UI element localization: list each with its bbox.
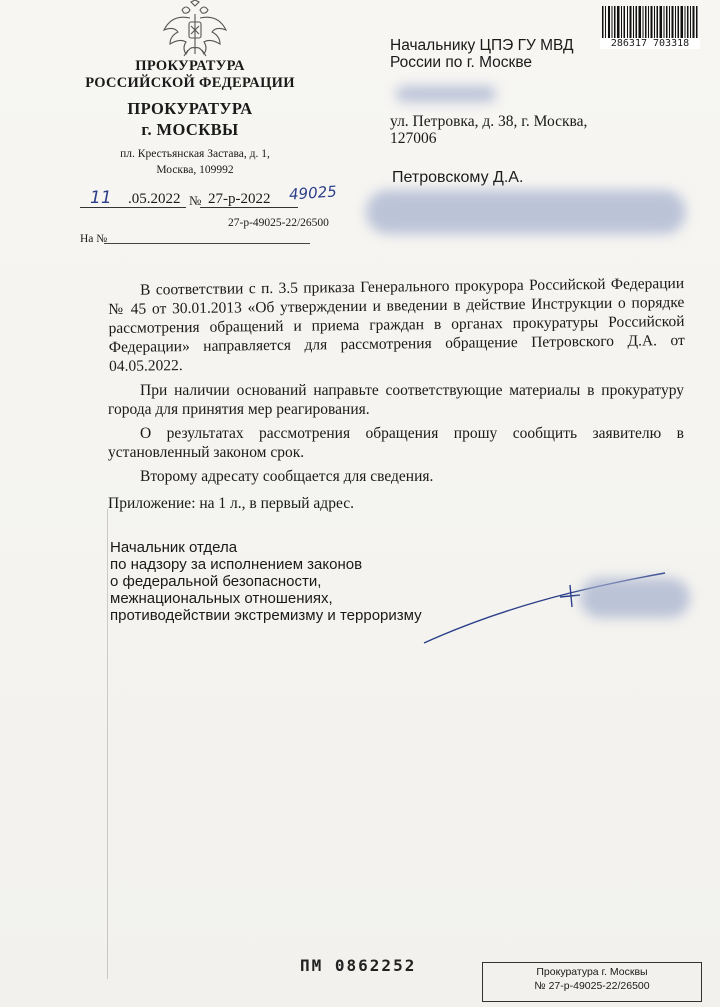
body-paragraph-3: О результатах рассмотрения обращения прошу сообщить заявителю в установленный законом срок.: [108, 425, 684, 461]
organization-subname: [70, 98, 310, 140]
body-paragraph-2: При наличии оснований направьте соответствующие материалы в прокуратуру города для принятия мер реагирования.: [108, 382, 684, 418]
address-line-1: пл. Крестьянская Застава, д. 1,: [120, 148, 270, 160]
street-line-2: 127006: [390, 130, 437, 147]
form-serial-number: ПМ 0862252: [300, 956, 417, 975]
recipient-address: [390, 113, 630, 147]
signer-line-5: противодействии экстремизму и терроризму: [110, 607, 422, 624]
reply-to-underline: [104, 243, 310, 244]
number-underline: [200, 207, 298, 208]
letter-body: [108, 274, 685, 486]
reply-to-label: На №: [80, 233, 108, 245]
signer-line-4: межнациональных отношениях,: [110, 590, 333, 607]
signer-line-1: Начальник отдела: [110, 539, 238, 556]
reference-number: 27-р-49025-22/26500: [228, 217, 329, 229]
recipient-title: Начальнику ЦПЭ ГУ МВД: [390, 37, 574, 54]
stamp-line-2: № 27-р-49025-22/26500: [534, 980, 650, 992]
recipient-person: Петровскому Д.А.: [392, 169, 524, 186]
org-line-1: ПРОКУРАТУРА: [135, 58, 245, 74]
street-line-1: ул. Петровка, д. 38, г. Москва,: [390, 113, 588, 130]
signer-block: [110, 539, 422, 624]
signer-line-2: по надзору за исполнением законов: [110, 556, 363, 573]
redacted-field: [396, 86, 496, 102]
body-paragraph-4: Второму адресату сообщается для сведения.: [140, 468, 434, 485]
recipient-org: России по г. Москве: [390, 54, 533, 71]
barcode-digits: 286317 703318: [600, 38, 700, 49]
date-underline: [80, 207, 186, 208]
registration-stamp: [482, 962, 702, 1002]
body-paragraph-1: В соответствии с п. 3.5 приказа Генерального прокурора Российской Федерации № 45 от 30.01.2013 «Об утверждении и введении в действие Инструкции о порядке рассмотрения обращений и приема граждан в органах прокуратуры Российской Федерации» направляется для рассмотрения обращение Петровского Д.А. от 04.05.2022.: [108, 274, 685, 375]
org-line-3: ПРОКУРАТУРА: [127, 99, 253, 118]
address-line-2: Москва, 109992: [156, 164, 234, 176]
number-sign: №: [189, 193, 202, 208]
document-number: 27-р-2022: [208, 191, 271, 207]
org-line-4: г. МОСКВЫ: [141, 120, 239, 139]
recipient-block: [390, 37, 574, 71]
signer-line-3: о федеральной безопасности,: [110, 573, 322, 590]
document-date: .05.2022: [128, 191, 181, 207]
redacted-field: [366, 190, 686, 234]
stamp-line-1: Прокуратура г. Москвы: [536, 966, 648, 978]
organization-address: [90, 146, 300, 178]
attachment-note: Приложение: на 1 л., в первый адрес.: [108, 495, 354, 512]
handwritten-number: 49025: [288, 182, 338, 204]
coat-of-arms-emblem: [160, 0, 230, 58]
scan-fold-line: [107, 509, 108, 979]
org-line-2: РОССИЙСКОЙ ФЕДЕРАЦИИ: [85, 75, 295, 91]
redacted-signature-name: [580, 578, 690, 618]
handwritten-day: 11: [90, 188, 112, 208]
organization-name: [70, 58, 310, 92]
